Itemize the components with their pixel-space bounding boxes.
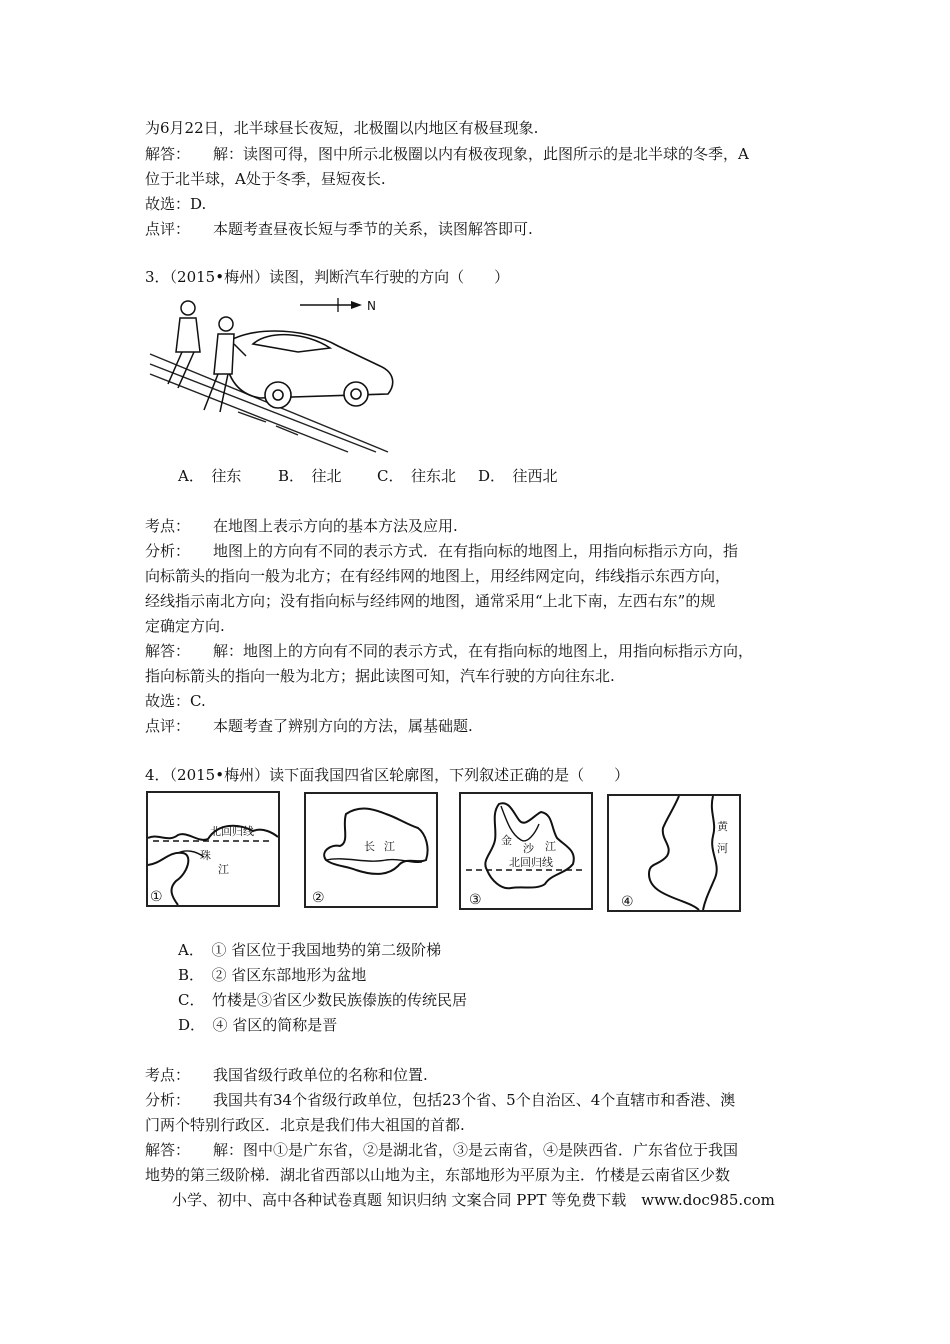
q3-comment-text: 本题考查了辨别方向的方法，属基础题. (213, 717, 473, 735)
map2-label-chang: 长 (364, 840, 375, 853)
map2-label-jiang: 江 (384, 840, 395, 853)
map3-label-jiang: 江 (545, 840, 556, 853)
province-map-4 (607, 794, 741, 912)
q4-answer (145, 1139, 738, 1161)
map1-label-jiang: 江 (218, 863, 229, 876)
q4-kaodian (145, 1064, 428, 1086)
q3-fenxi-l2: 向标箭头的指向一般为北方；在有经纬网的地图上，用经纬网定向，纬线指示东西方向， (145, 567, 731, 585)
province-map-2 (304, 792, 438, 908)
q3-fenxi-l4: 定确定方向. (145, 617, 225, 635)
q3-kaodian (145, 515, 458, 537)
prev-answer-l2: 位于北半球，A处于冬季，昼短夜长. (145, 170, 386, 188)
q4-option-a: A． ① 省区位于我国地势的第二级阶梯 (178, 941, 442, 959)
province-map-1-outline (148, 793, 278, 905)
q3-option-b: B． 往北 (278, 467, 342, 485)
map4-label-huang: 黄 (717, 820, 728, 833)
map1-label-zhu: 珠 (200, 849, 211, 862)
q3-stem: 3．（2015•梅州）读图，判断汽车行驶的方向（ ） (145, 268, 510, 286)
q4-fenxi-l1: 我国共有34个省级行政单位，包括23个省、5个自治区、4个直辖市和香港、澳 (213, 1091, 736, 1109)
q3-fenxi-label: 分析： (145, 542, 191, 560)
q4-kaodian-text: 我国省级行政单位的名称和位置. (213, 1066, 428, 1084)
map4-label-he: 河 (717, 842, 728, 855)
q3-option-d: D． 往西北 (478, 467, 558, 485)
q3-choice: 故选：C. (145, 692, 206, 710)
prev-tail-text: 为6月22日，北半球昼长夜短，北极圈以内地区有极昼现象. (145, 119, 539, 137)
province-map-1 (146, 791, 280, 907)
map3-label-jin: 金 (501, 834, 512, 847)
q4-option-c: C． 竹楼是③省区少数民族傣族的传统民居 (178, 991, 467, 1009)
q3-option-c: C． 往东北 (377, 467, 456, 485)
q4-kaodian-label: 考点： (145, 1066, 191, 1084)
province-map-3-outline (461, 794, 591, 908)
prev-comment-label: 点评： (145, 220, 191, 238)
page-footer-ad: 小学、初中、高中各种试卷真题 知识归纳 文案合同 PPT 等免费下载 www.doc985.com (172, 1191, 775, 1209)
q4-stem: 4．（2015•梅州）读下面我国四省区轮廓图，下列叙述正确的是（ ） (145, 766, 630, 784)
q3-kaodian-text: 在地图上表示方向的基本方法及应用. (213, 517, 458, 535)
q4-fenxi-label: 分析： (145, 1091, 191, 1109)
province-map-4-outline (609, 796, 739, 910)
q3-answer-l1: 解：地图上的方向有不同的表示方式，在有指向标的地图上，用指向标指示方向， (213, 642, 754, 660)
car-drawing (223, 331, 393, 408)
map2-number: ② (312, 890, 325, 906)
q3-fenxi-l1: 地图上的方向有不同的表示方式．在有指向标的地图上，用指向标指示方向，指 (213, 542, 739, 560)
map3-label-tropic: 北回归线 (509, 856, 553, 869)
q4-answer-label: 解答： (145, 1141, 191, 1159)
prev-answer-l1: 解：读图可得，图中所示北极圈以内有极夜现象，此图所示的是北半球的冬季，A (213, 145, 749, 163)
province-map-2-outline (306, 794, 436, 906)
prev-answer-label: 解答： (145, 145, 191, 163)
map4-number: ④ (621, 894, 634, 910)
map1-number: ① (150, 889, 163, 905)
prev-choice: 故选：D. (145, 195, 207, 213)
q4-answer-l1: 解：图中①是广东省，②是湖北省，③是云南省，④是陕西省．广东省位于我国 (213, 1141, 739, 1159)
map1-label-tropic: 北回归线 (210, 825, 254, 838)
q3-comment (145, 715, 473, 737)
prev-comment (145, 218, 533, 240)
q3-fenxi (145, 540, 738, 562)
q3-kaodian-label: 考点： (145, 517, 191, 535)
q4-option-d: D． ④ 省区的简称是晋 (178, 1016, 338, 1034)
q4-option-b: B． ② 省区东部地形为盆地 (178, 966, 367, 984)
q4-answer-l2: 地势的第三级阶梯．湖北省西部以山地为主，东部地形为平原为主．竹楼是云南省区少数 (145, 1166, 731, 1184)
prev-answer (145, 143, 749, 165)
q3-answer-l2: 指向标箭头的指向一般为北方；据此读图可知，汽车行驶的方向往东北. (145, 667, 615, 685)
q3-fenxi-l3: 经线指示南北方向；没有指向标与经纬网的地图，通常采用“上北下南，左西右东”的规 (145, 592, 716, 610)
north-arrow-head (351, 301, 362, 309)
q4-fenxi-l2: 门两个特别行政区．北京是我们伟大祖国的首都. (145, 1116, 465, 1134)
province-map-3 (459, 792, 593, 910)
q3-option-a: A． 往东 (178, 467, 242, 485)
q3-comment-label: 点评： (145, 717, 191, 735)
map3-number: ③ (469, 892, 482, 908)
q3-answer (145, 640, 753, 662)
q3-answer-label: 解答： (145, 642, 191, 660)
q4-fenxi (145, 1089, 735, 1111)
map3-label-sha: 沙 (523, 842, 534, 855)
prev-comment-text: 本题考查昼夜长短与季节的关系，读图解答即可. (213, 220, 533, 238)
q3-car-figure (148, 292, 400, 455)
north-arrow-label: N (367, 299, 376, 313)
